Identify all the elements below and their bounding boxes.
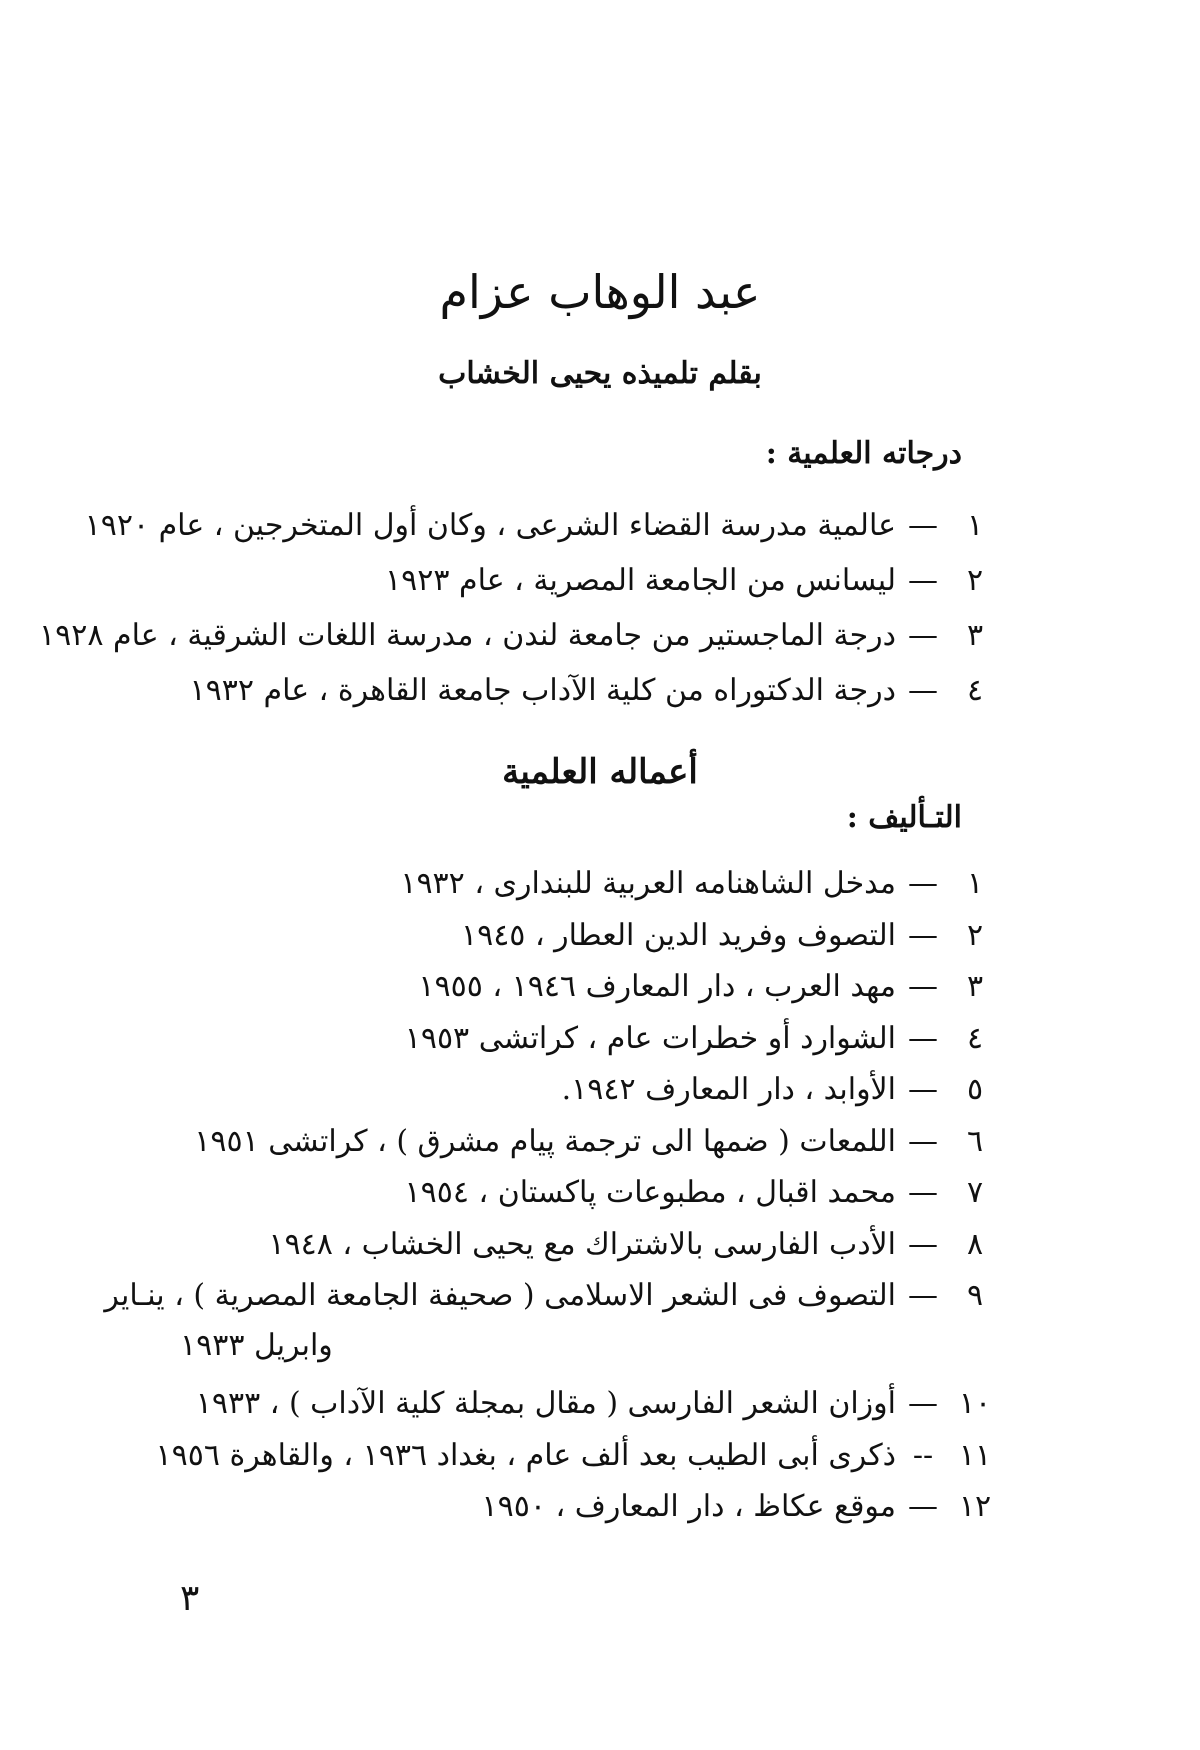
list-item: ٤—درجة الدكتوراه من كلية الآداب جامعة القاهرة ، عام ١٩٣٢ <box>189 673 984 708</box>
page-title: عبد الوهاب عزام <box>439 265 761 319</box>
degrees-heading: درجاته العلمية : <box>765 436 962 471</box>
author-byline: بقلم تلميذه يحيى الخشاب <box>438 356 762 391</box>
works-list-continued <box>120 1378 1000 1533</box>
page-number: ٣ <box>180 1578 200 1619</box>
list-item: ٥—الأوابد ، دار المعارف ١٩٤٢. <box>561 1072 984 1107</box>
list-item-continuation: وابريل ١٩٣٣ <box>180 1328 333 1363</box>
works-heading: أعماله العلمية <box>502 752 698 792</box>
list-item: ٢—ليسانس من الجامعة المصرية ، عام ١٩٢٣ <box>385 563 984 598</box>
list-item: ٦—اللمعات ( ضمها الى ترجمة پيام مشرق ) ، كراتشى ١٩٥١ <box>194 1123 984 1159</box>
list-item: ٧—محمد اقبال ، مطبوعات پاكستان ، ١٩٥٤ <box>404 1175 984 1210</box>
list-item: ٣—درجة الماجستير من جامعة لندن ، مدرسة اللغات الشرقية ، عام ١٩٢٨ <box>39 618 984 653</box>
degrees-list <box>39 498 1000 718</box>
list-item: ٣—مهد العرب ، دار المعارف ١٩٤٦ ، ١٩٥٥ <box>418 969 984 1004</box>
writings-heading: التـأليف : <box>846 800 962 835</box>
list-item: ٤—الشوارد أو خطرات عام ، كراتشى ١٩٥٣ <box>404 1020 984 1056</box>
list-item: ١—مدخل الشاهنامه العربية للبندارى ، ١٩٣٢ <box>400 866 984 901</box>
list-item: ١٢—موقع عكاظ ، دار المعارف ، ١٩٥٠ <box>481 1489 992 1524</box>
list-item: ٨—الأدب الفارسى بالاشتراك مع يحيى الخشاب ، ١٩٤٨ <box>268 1226 984 1262</box>
list-item: ٢—التصوف وفريد الدين العطار ، ١٩٤٥ <box>460 917 984 953</box>
list-item: ٩—التصوف فى الشعر الاسلامى ( صحيفة الجامعة المصرية ) ، ينـاير <box>104 1278 984 1313</box>
list-item: ١—عالمية مدرسة القضاء الشرعى ، وكان أول المتخرجين ، عام ١٩٢٠ <box>84 508 984 543</box>
list-item: ١٠—أوزان الشعر الفارسى ( مقال بمجلة كلية الآداب ) ، ١٩٣٣ <box>195 1386 992 1421</box>
works-list <box>104 858 1000 1322</box>
list-item: ١١--ذكرى أبى الطيب بعد ألف عام ، بغداد ١٩٣٦ ، والقاهرة ١٩٥٦ <box>155 1437 992 1473</box>
